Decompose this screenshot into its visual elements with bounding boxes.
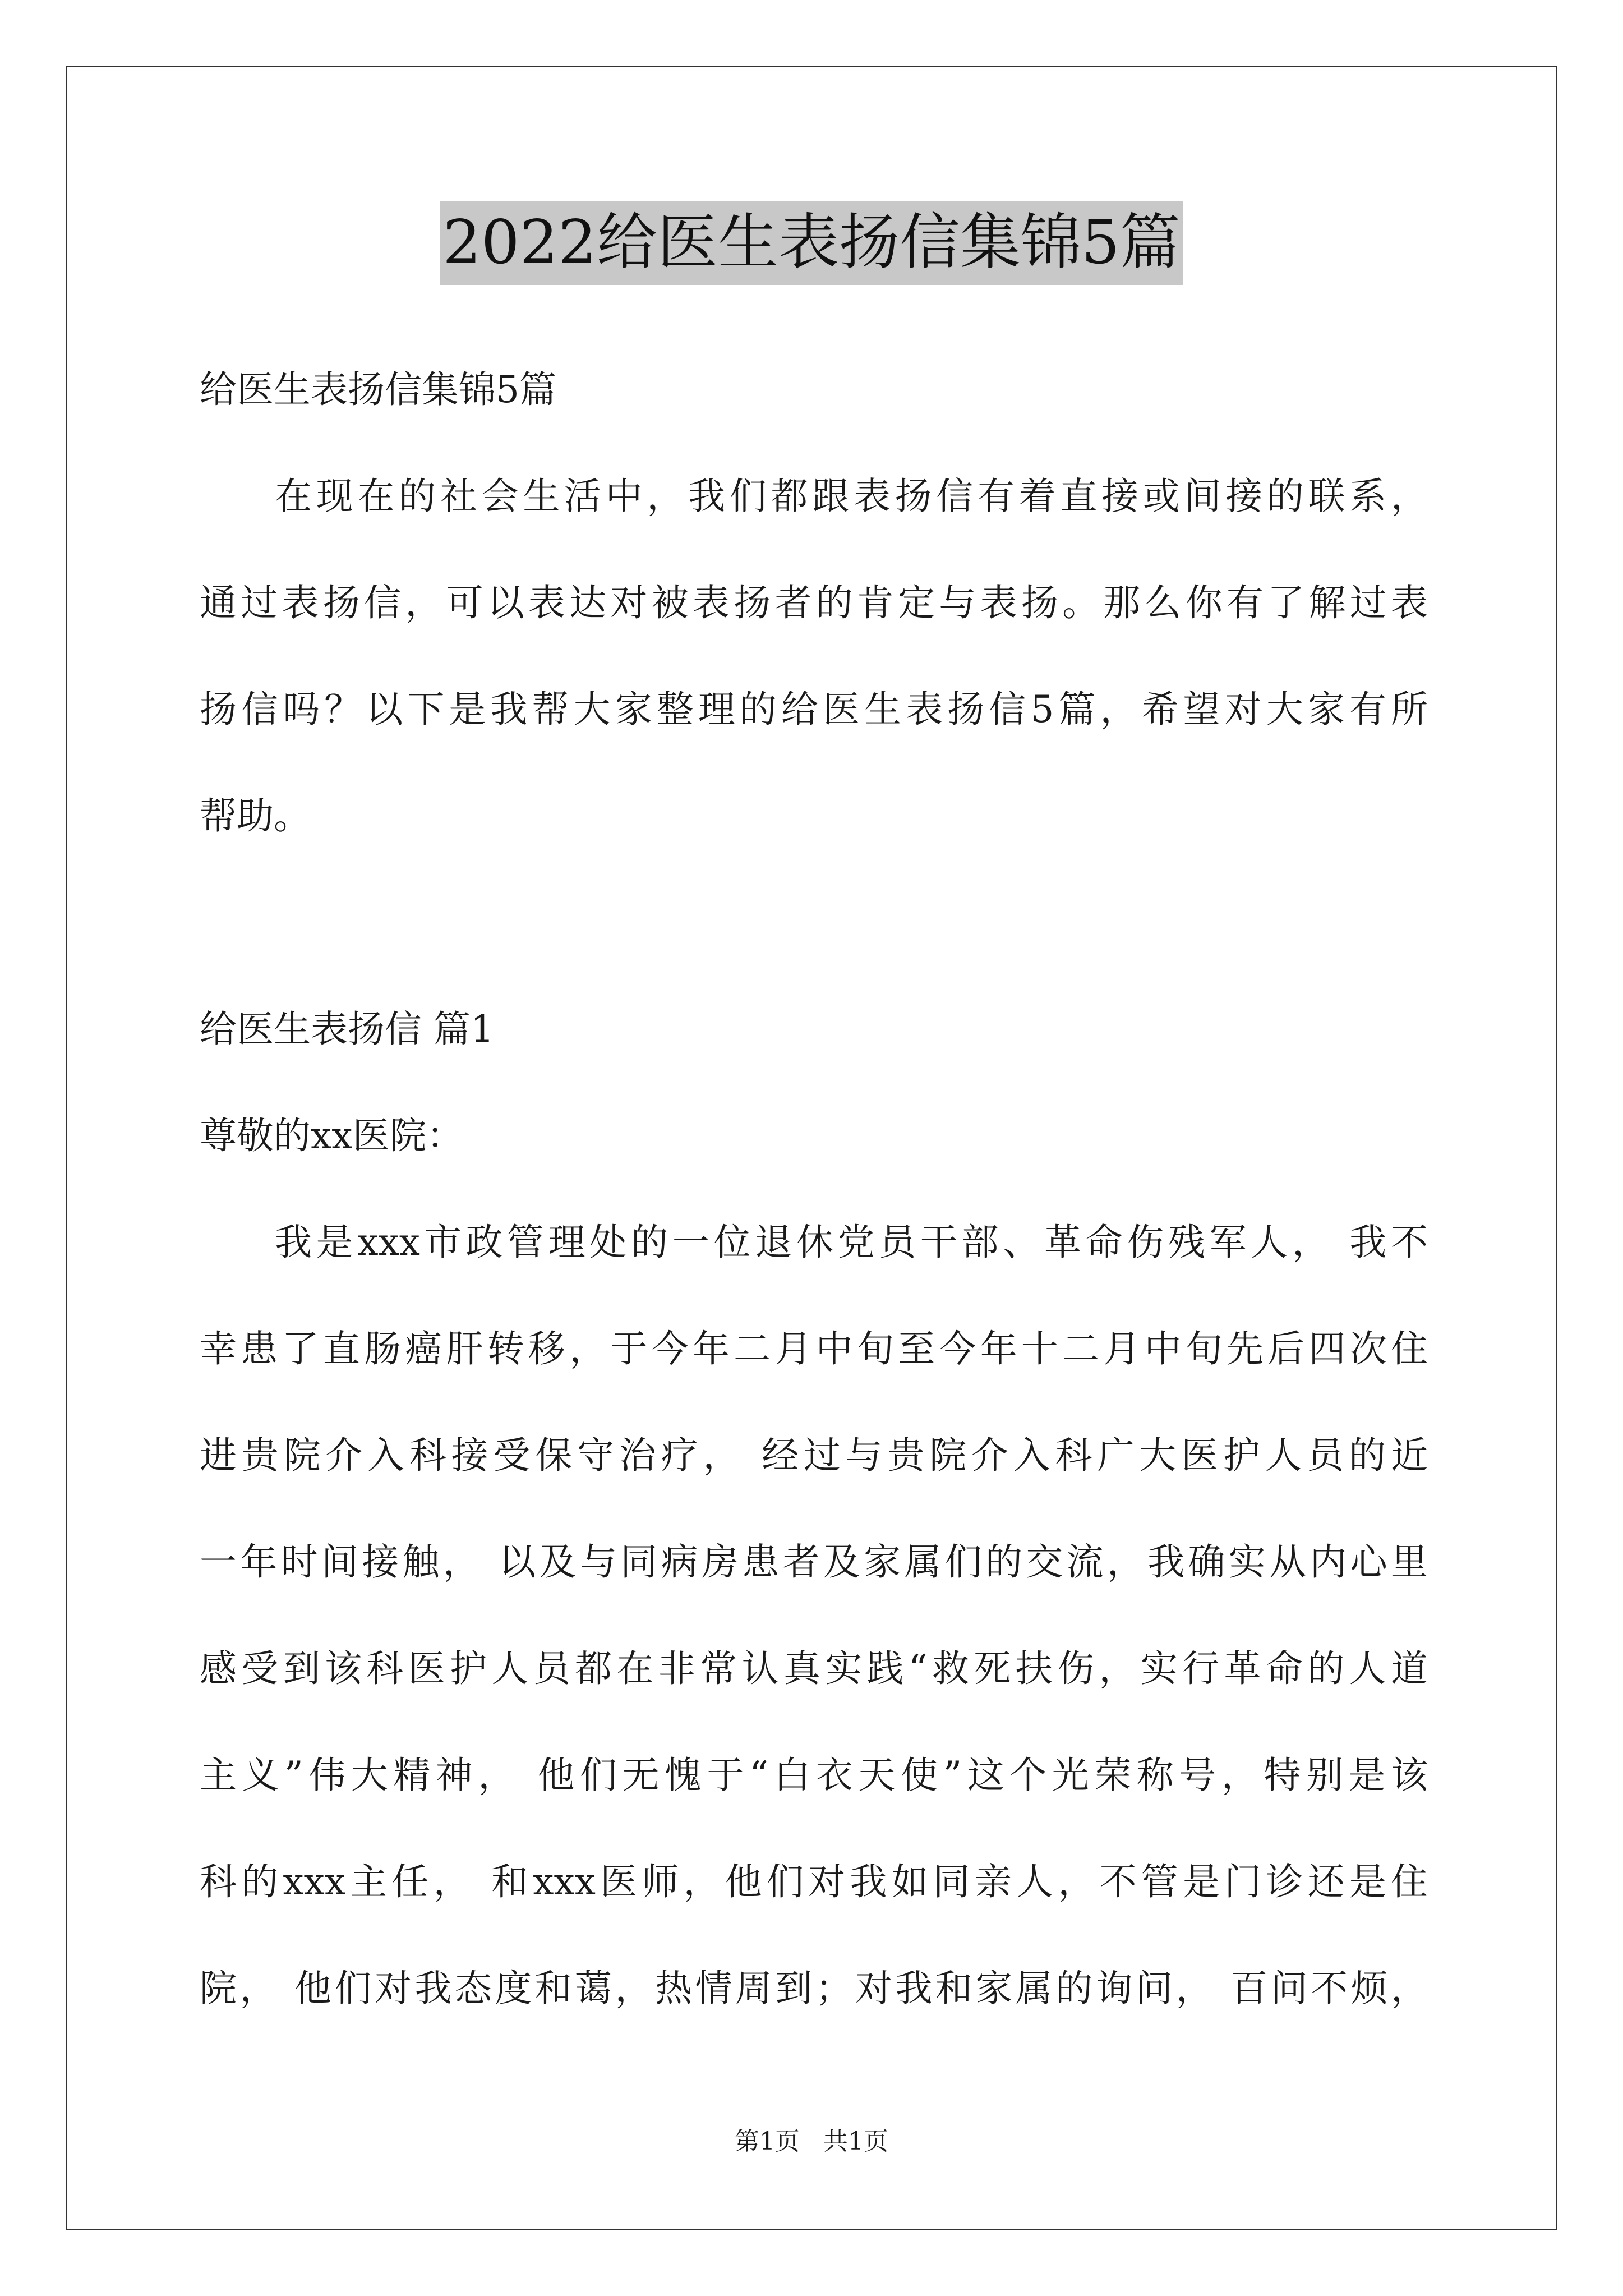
body-line: 感受到该科医护人员都在非常认真实践“救死扶伤，实行革命的人道: [200, 1647, 1428, 1690]
body-line: 进贵院介入科接受保守治疗， 经过与贵院介入科广大医护人员的近: [200, 1434, 1428, 1477]
intro-line: 帮助。: [200, 794, 311, 838]
intro-line: 在现在的社会生活中，我们都跟表扬信有着直接或间接的联系，: [275, 475, 1428, 518]
salutation: 尊敬的xx医院：: [200, 1114, 464, 1157]
body-line: 科的xxx主任， 和xxx医师，他们对我如同亲人，不管是门诊还是住: [200, 1860, 1428, 1903]
page-footer: 第1页 共1页: [735, 2127, 888, 2156]
document-subtitle: 给医生表扬信集锦5篇: [200, 368, 556, 411]
document-title: 2022给医生表扬信集锦5篇: [440, 201, 1183, 285]
body-line: 院， 他们对我态度和蔼，热情周到；对我和家属的询问， 百问不烦，: [200, 1967, 1428, 2010]
paragraph-gap: [200, 869, 1428, 976]
document-body: [200, 337, 1428, 2042]
body-line: 幸患了直肠癌肝转移，于今年二月中旬至今年十二月中旬先后四次住: [200, 1327, 1428, 1370]
section-heading: 给医生表扬信 篇1: [200, 1007, 494, 1051]
intro-line: 扬信吗？以下是我帮大家整理的给医生表扬信5篇，希望对大家有所: [200, 688, 1428, 731]
body-line: 我是xxx市政管理处的一位退休党员干部、革命伤残军人， 我不: [275, 1221, 1428, 1264]
intro-line: 通过表扬信，可以表达对被表扬者的肯定与表扬。那么你有了解过表: [200, 581, 1428, 624]
body-line: 一年时间接触， 以及与同病房患者及家属们的交流，我确实从内心里: [200, 1540, 1428, 1584]
body-line: 主义”伟大精神， 他们无愧于“白衣天使”这个光荣称号，特别是该: [200, 1754, 1428, 1797]
title-container: [0, 201, 1623, 285]
